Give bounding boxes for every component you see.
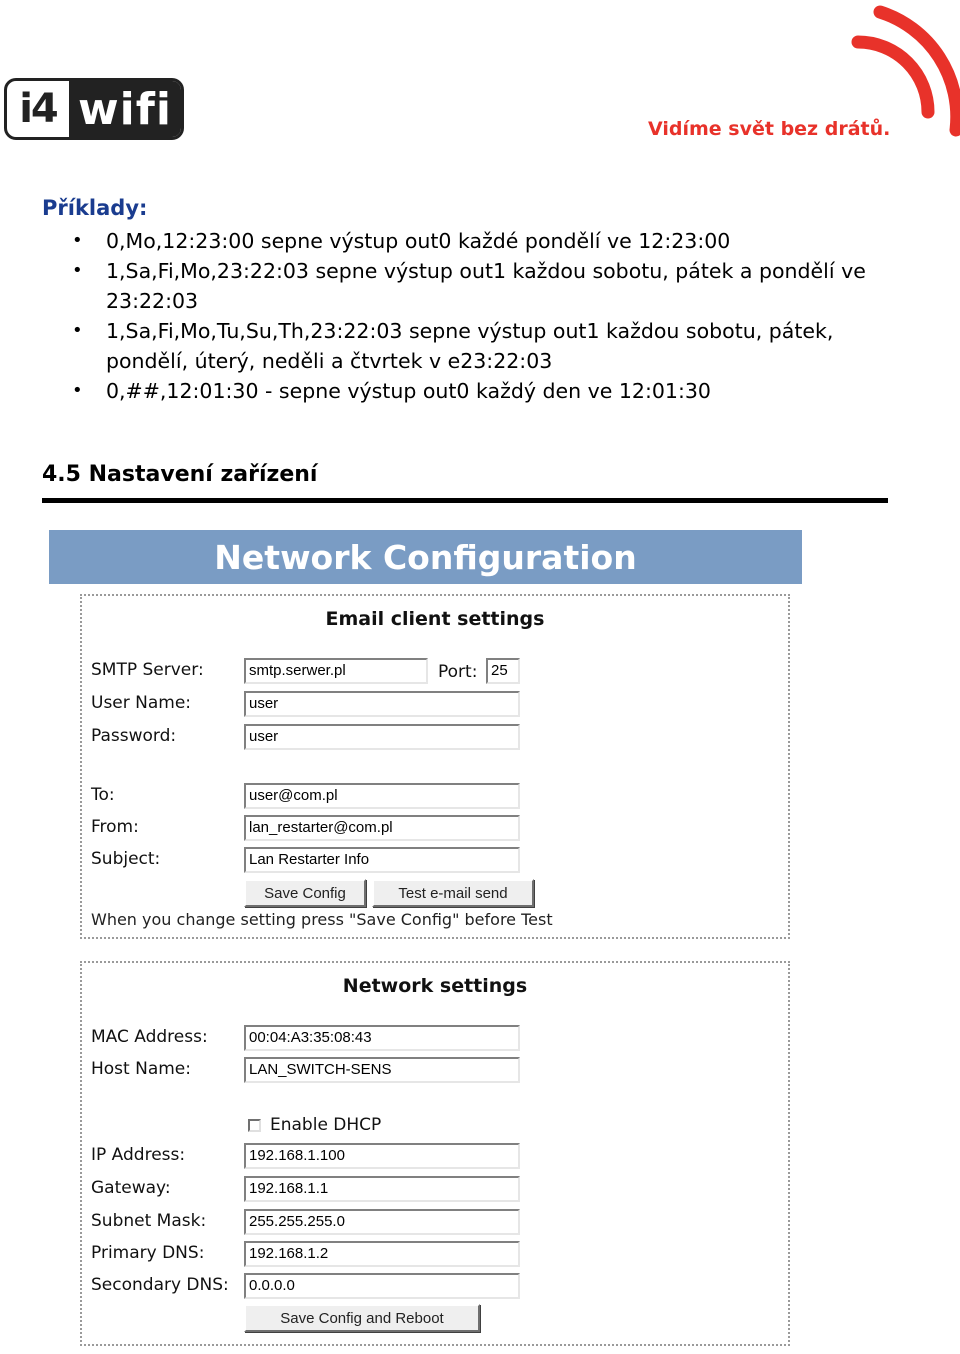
password-input[interactable]: user <box>244 724 520 750</box>
i4wifi-logo <box>4 78 184 140</box>
section-title: 4.5 Nastavení zařízení <box>42 462 318 487</box>
smtp-server-label: SMTP Server: <box>91 660 204 680</box>
secondary-dns-input[interactable]: 0.0.0.0 <box>244 1273 520 1299</box>
list-item: • 0,##,12:01:30 - sepne výstup out0 každý den ve 12:01:30 <box>0 376 960 406</box>
primary-dns-input[interactable]: 192.168.1.2 <box>244 1241 520 1267</box>
user-name-label: User Name: <box>91 693 192 713</box>
gateway-label: Gateway: <box>91 1178 171 1198</box>
bullet: • <box>72 260 83 281</box>
mac-address-label: MAC Address: <box>91 1027 208 1047</box>
network-configuration-header: Network Configuration <box>49 530 802 584</box>
ip-address-input[interactable]: 192.168.1.100 <box>244 1143 520 1169</box>
to-input[interactable]: user@com.pl <box>244 783 520 809</box>
subject-input[interactable]: Lan Restarter Info <box>244 847 520 873</box>
examples-list <box>0 226 960 406</box>
mac-address-input[interactable]: 00:04:A3:35:08:43 <box>244 1025 520 1051</box>
ip-address-label: IP Address: <box>91 1145 186 1165</box>
list-item: • 1,Sa,Fi,Mo,Tu,Su,Th,23:22:03 sepne výstup out1 každou sobotu, pátek, pondělí, úterý, neděli a čtvrtek v e23:22:03 <box>0 316 960 376</box>
from-input[interactable]: lan_restarter@com.pl <box>244 815 520 841</box>
smtp-server-input[interactable]: smtp.serwer.pl <box>244 658 428 684</box>
subnet-mask-input[interactable]: 255.255.255.0 <box>244 1209 520 1235</box>
section-divider <box>42 498 888 503</box>
logo-i4-part: i4 <box>19 86 57 132</box>
enable-dhcp-label: Enable DHCP <box>270 1115 382 1135</box>
bullet: • <box>72 380 83 401</box>
network-settings-panel <box>80 961 790 1346</box>
logo-wifi-part: wifi <box>69 81 181 137</box>
test-email-button[interactable]: Test e-mail send <box>372 879 534 907</box>
gateway-input[interactable]: 192.168.1.1 <box>244 1176 520 1202</box>
to-label: To: <box>91 785 115 805</box>
network-panel-title: Network settings <box>342 975 528 997</box>
user-name-input[interactable]: user <box>244 691 520 717</box>
primary-dns-label: Primary DNS: <box>91 1243 205 1263</box>
bullet: • <box>72 230 83 251</box>
host-name-input[interactable]: LAN_SWITCH-SENS <box>244 1057 520 1083</box>
port-input[interactable]: 25 <box>486 658 520 684</box>
examples-title: Příklady: <box>42 196 148 220</box>
port-label: Port: <box>438 662 478 682</box>
slogan: Vidíme svět bez drátů. <box>648 118 891 140</box>
secondary-dns-label: Secondary DNS: <box>91 1275 229 1295</box>
list-item: • 1,Sa,Fi,Mo,23:22:03 sepne výstup out1 každou sobotu, pátek a pondělí ve 23:22:03 <box>0 256 960 316</box>
enable-dhcp-checkbox[interactable] <box>248 1119 261 1132</box>
email-panel-title: Email client settings <box>325 608 545 630</box>
email-settings-panel <box>80 594 790 939</box>
bullet: • <box>72 320 83 341</box>
password-label: Password: <box>91 726 177 746</box>
subject-label: Subject: <box>91 849 161 869</box>
save-config-reboot-button[interactable]: Save Config and Reboot <box>244 1304 480 1332</box>
list-item: • 0,Mo,12:23:00 sepne výstup out0 každé pondělí ve 12:23:00 <box>0 226 960 256</box>
from-label: From: <box>91 817 139 837</box>
host-name-label: Host Name: <box>91 1059 191 1079</box>
save-config-note: When you change setting press "Save Config" before Test <box>91 910 553 929</box>
wifi-waves-icon <box>850 0 960 150</box>
save-config-button[interactable]: Save Config <box>244 879 366 907</box>
subnet-mask-label: Subnet Mask: <box>91 1211 207 1231</box>
